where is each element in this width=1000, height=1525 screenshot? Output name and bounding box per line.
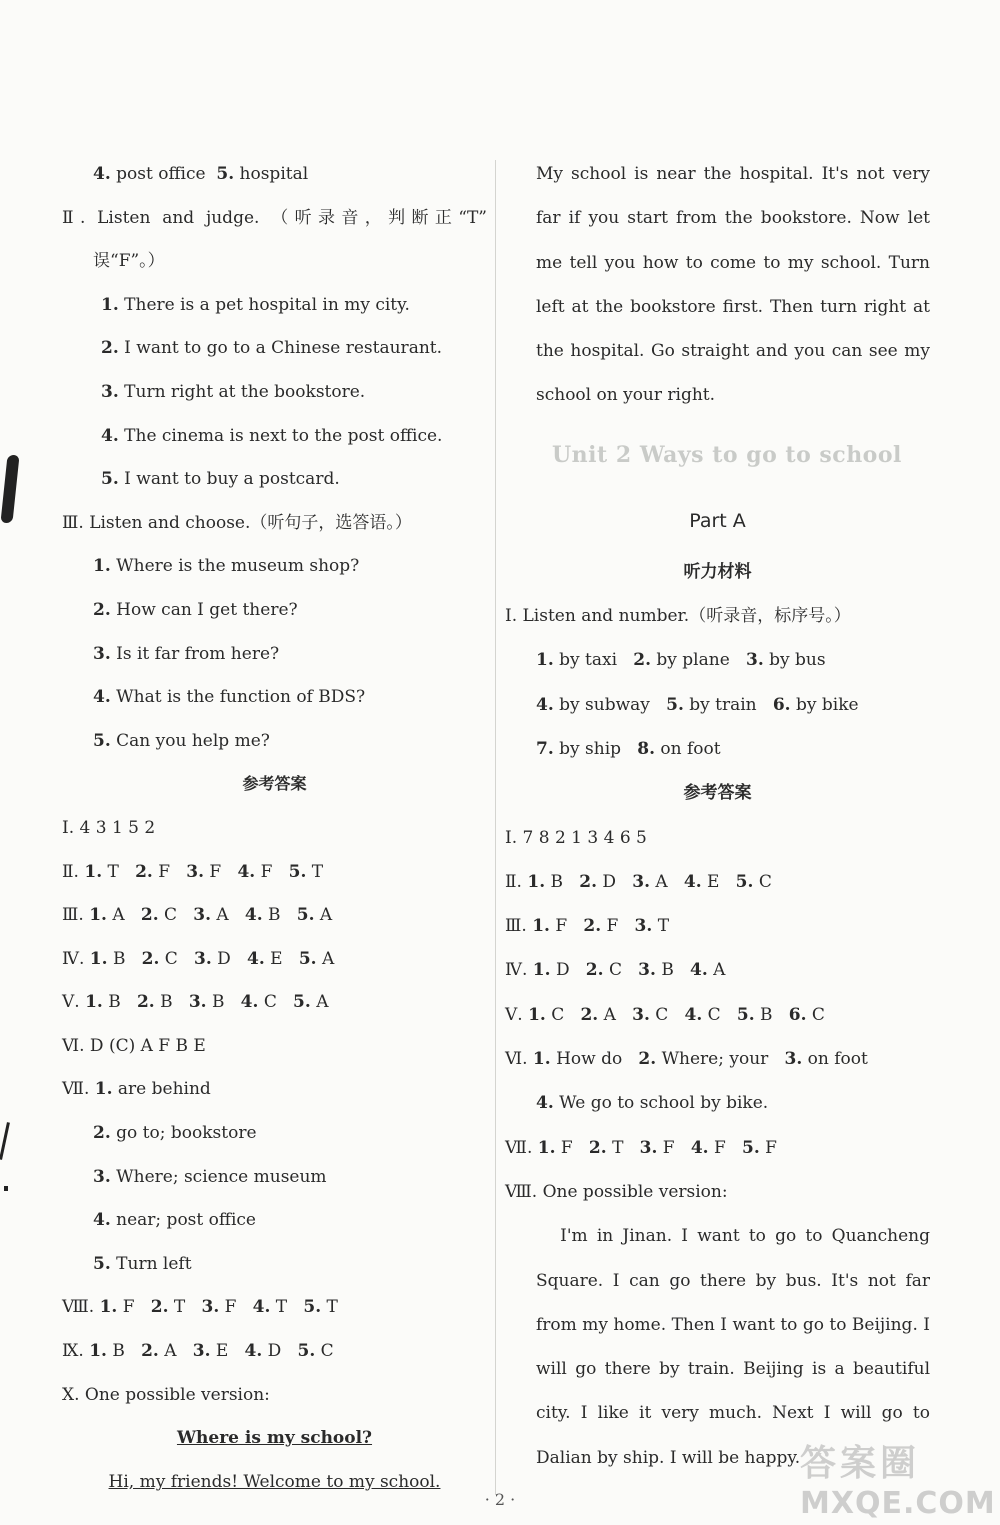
text-line [505,733,930,777]
text-segment: 1. [536,650,554,671]
text-segment: B [107,948,142,969]
text-segment: Ⅹ. One possible version: [62,1384,270,1405]
text-segment: 5. [736,1004,755,1025]
text-segment: are behind [112,1079,211,1100]
text-line [505,291,930,335]
text-segment: What is the function of BDS? [110,687,366,708]
text-segment: 1. [528,1004,546,1025]
text-line [62,550,487,594]
scan-mark [0,455,19,523]
text-segment: 7. [536,738,554,759]
text-line [505,1220,930,1264]
text-line [505,556,930,600]
text-segment: from my home. Then I want to go to Beijing. I [536,1314,930,1335]
text-segment: 4. [252,1297,271,1318]
text-line [505,999,930,1043]
text-line [62,1030,487,1074]
text-segment: 1. [94,1079,113,1100]
text-segment: F [549,916,584,937]
text-segment: 1. [532,1049,551,1070]
text-segment: Ⅲ. Listen and choose.（听句子，选答语。） [62,512,412,533]
text-segment: far if you start from the bookstore. Now let [536,208,930,229]
right-bottom-text [505,556,930,1486]
text-segment: 4. [93,1210,111,1231]
text-segment: My school is near the hospital. It's not very [536,164,930,184]
text-line [62,463,487,507]
text-line [62,638,487,682]
text-segment: T [606,1137,640,1158]
text-segment: F [555,1137,589,1158]
text-line [62,158,487,202]
text-segment: by ship [553,738,638,759]
text-segment: C [702,1004,737,1025]
text-segment: B [262,905,297,926]
text-segment: 参考答案 [683,783,752,804]
text-segment: 2. [136,992,155,1013]
text-segment: Turn left [110,1253,192,1274]
text-line [505,689,930,733]
text-segment: Ⅲ. [62,905,90,926]
text-segment: F [708,1137,742,1158]
text-segment: T [270,1297,304,1318]
text-segment: 5. [93,1253,111,1274]
text-segment: Ⅲ. [505,916,533,937]
part-title: Part A [689,509,746,532]
text-segment: 5. [293,992,311,1013]
text-segment: Ⅱ. [62,861,85,882]
text-line [62,376,487,420]
text-segment: Hi, my friends! Welcome to my school. [108,1471,441,1492]
text-line [62,812,487,856]
text-segment: 4. [683,871,702,892]
text-segment: Ⅳ. [505,960,533,981]
text-line [62,1073,487,1117]
text-segment: 5. [297,1341,316,1362]
text-segment: 4. [536,694,554,715]
text-segment: B [545,871,580,892]
text-line [505,202,930,246]
text-segment: C [649,1004,685,1025]
text-line [505,777,930,821]
text-segment: T [306,861,324,882]
text-line [62,289,487,333]
text-segment: 3. [101,381,119,402]
text-segment: 1. [101,294,119,315]
text-segment: D [596,871,633,892]
text-line [62,332,487,376]
text-line [505,379,930,423]
text-segment: 2. [583,916,602,937]
text-segment: 4. [93,687,111,708]
text-segment: Ⅱ. [505,871,528,892]
watermark-chinese: 答案圈 [800,1443,921,1484]
text-segment: 5. [741,1137,760,1158]
text-segment: T [652,916,670,937]
text-segment: A [158,1341,193,1362]
text-line [62,681,487,725]
text-segment: Dalian by ship. I will be happy. [536,1447,801,1468]
text-segment: Ⅵ. D (C) A F B E [62,1035,206,1056]
text-segment: will go there by train. Beijing is a beautiful [536,1359,930,1380]
right-column [505,158,930,1486]
text-line [505,910,930,954]
text-segment: B [154,992,189,1013]
text-segment: Ⅶ. [505,1137,538,1158]
text-line [62,1161,487,1205]
text-segment: F [255,861,289,882]
text-segment: 误“F”。） [93,251,165,272]
text-line [505,1265,930,1309]
text-segment: Ⅰ. Listen and number.（听录音，标序号。） [505,606,851,627]
text-segment: 2. [141,1341,159,1362]
unit-title: Unit 2 Ways to go to school [552,441,902,468]
text-segment: Ⅳ. [62,948,90,969]
text-segment: 3. [93,1166,111,1187]
text-line [505,600,930,644]
text-segment: A [707,960,726,981]
text-segment: Where is my school? [176,1428,373,1449]
text-segment: E [210,1341,245,1362]
text-line [62,899,487,943]
text-segment: A [106,905,141,926]
text-segment: 3. [634,916,653,937]
text-segment: near; post office [110,1210,256,1231]
text-segment: B [106,1341,142,1362]
text-segment: 1. [532,960,551,981]
page-number: · 2 · [484,1490,516,1509]
text-segment: by taxi [553,650,634,671]
text-segment: C [315,1341,334,1362]
text-segment: T [102,861,136,882]
text-segment: 4. [247,948,265,969]
text-segment: post office [110,164,217,184]
text-segment: A [649,871,684,892]
text-segment: 4. [240,992,259,1013]
text-segment: I want to go to a Chinese restaurant. [118,338,443,359]
text-line [62,1422,487,1466]
text-segment: 1. [527,871,546,892]
text-segment: Square. I can go there by bus. It's not far [536,1270,930,1291]
text-segment: 1. [89,948,108,969]
text-segment: Where; your [656,1049,785,1070]
text-segment: E [701,871,736,892]
text-segment: 2. [580,1004,599,1025]
watermark-url: MXQE.COM [800,1486,996,1521]
text-segment: 3. [192,1341,211,1362]
text-segment: A [316,948,335,969]
text-segment: How can I get there? [110,599,298,620]
text-segment: 3. [194,948,212,969]
text-line [62,943,487,987]
text-segment: 5. [296,905,315,926]
text-segment: 5. [288,861,307,882]
text-segment: 1. [532,916,550,937]
text-segment: 3. [186,861,205,882]
text-line [62,768,487,812]
text-segment: 3. [639,1137,658,1158]
text-line [505,1043,930,1087]
text-line [505,866,930,910]
text-line [505,1087,930,1131]
text-segment: There is a pet hospital in my city. [118,294,410,315]
text-segment: 4. [237,861,256,882]
text-segment: by plane [651,650,746,671]
text-segment: 2. [585,960,604,981]
text-segment: 4. [244,905,263,926]
text-line [62,1248,487,1292]
text-segment: 4. [101,425,119,446]
text-segment: B [754,1004,789,1025]
text-segment: T [168,1297,202,1318]
text-line [505,644,930,688]
text-segment: 1. [93,556,111,577]
text-segment: D [550,960,586,981]
text-segment: 2. [135,861,153,882]
text-line [505,954,930,998]
text-line [62,594,487,638]
text-segment: D [211,948,248,969]
text-line [62,1117,487,1161]
text-segment: Ⅴ. [62,992,86,1013]
text-segment: 8. [637,738,655,759]
text-segment: 4. [690,960,708,981]
text-segment: 4. [244,1341,263,1362]
text-line [62,1204,487,1248]
text-segment: Ⅷ. [62,1297,100,1318]
text-line [62,1379,487,1423]
text-segment: 4. [536,1093,554,1114]
text-segment: B [102,992,137,1013]
text-segment: C [158,905,194,926]
text-segment: me tell you how to come to my school. Turn [536,252,930,273]
text-segment: F [204,861,238,882]
text-line [62,856,487,900]
text-segment: 1. [89,1341,107,1362]
text-segment: 听力材料 [683,561,752,582]
text-segment: Is it far from here? [110,643,280,664]
text-segment: A [310,992,329,1013]
text-segment: F [601,916,635,937]
text-segment: 3. [638,960,656,981]
text-line [62,202,487,246]
text-segment: Ⅷ. One possible version: [505,1181,728,1202]
text-segment: T [321,1297,338,1318]
text-segment: 6. [788,1004,807,1025]
text-segment: Ⅰ. 7 8 2 1 3 4 6 5 [505,827,647,848]
text-segment: I want to buy a postcard. [118,469,340,490]
text-segment: B [655,960,691,981]
text-segment: 参考答案 [242,774,307,794]
text-line [62,245,487,289]
text-segment: F [152,861,187,882]
text-segment: A [598,1004,633,1025]
text-segment: C [753,871,772,892]
text-line [62,1291,487,1335]
text-segment: 4. [93,164,111,184]
text-line [62,507,487,551]
watermark [800,1435,996,1521]
text-segment: C [258,992,294,1013]
text-segment: 2. [93,599,111,620]
text-segment: on foot [802,1049,868,1070]
text-segment: the hospital. Go straight and you can see my [536,341,930,362]
text-segment: Ⅸ. [62,1341,90,1362]
text-segment: F [759,1137,777,1158]
text-segment: Ⅴ. [505,1004,529,1025]
text-segment: F [117,1297,151,1318]
text-segment: 5. [298,948,317,969]
text-segment: Ⅰ. 4 3 1 5 2 [62,817,156,838]
scan-mark [4,1186,8,1191]
text-segment: We go to school by bike. [553,1093,769,1114]
text-segment: D [262,1341,298,1362]
text-line [505,158,930,202]
text-segment: I'm in Jinan. I want to go to Quancheng [505,1226,930,1247]
text-segment: E [264,948,299,969]
text-segment: A [210,905,245,926]
scan-mark [0,1122,10,1160]
text-line [505,1176,930,1220]
text-line [62,1335,487,1379]
text-segment: 4. [684,1004,703,1025]
text-segment: 3. [93,643,111,664]
text-segment: 3. [632,871,650,892]
text-segment: 2. [140,905,159,926]
text-segment: The cinema is next to the post office. [118,425,443,446]
text-segment: Ⅵ. [505,1049,533,1070]
text-segment: by subway [553,694,667,715]
text-segment: 5. [735,871,754,892]
text-segment: by bus [763,650,826,671]
text-segment: 3. [188,992,207,1013]
text-segment: 2. [638,1049,657,1070]
text-segment: 1. [99,1297,118,1318]
text-segment: 2. [141,948,160,969]
text-segment: 2. [633,650,651,671]
text-line [505,822,930,866]
text-segment: Ⅱ. Listen and judge. （听录音，判断正“T” [62,207,487,228]
text-segment: go to; bookstore [110,1123,257,1144]
text-segment: F [657,1137,691,1158]
text-segment: Where is the museum shop? [110,556,360,577]
text-segment: hospital [234,164,309,184]
text-segment: F [219,1297,253,1318]
text-segment: 5. [303,1297,322,1318]
text-segment: 5. [216,164,235,184]
text-segment: C [159,948,195,969]
text-segment: by bike [790,694,859,715]
text-segment: 1. [85,992,103,1013]
left-column [62,158,487,1509]
text-segment: 3. [632,1004,650,1025]
text-line [62,420,487,464]
text-segment: on foot [655,738,721,759]
text-segment: 1. [89,905,107,926]
text-segment: 3. [193,905,211,926]
text-segment: C [806,1004,825,1025]
text-line [505,1132,930,1176]
text-segment: 6. [772,694,791,715]
text-segment: 2. [93,1123,111,1144]
text-segment: 5. [666,694,684,715]
text-segment: left at the bookstore first. Then turn right at [536,296,930,317]
text-segment: How do [550,1049,639,1070]
text-line [505,1353,930,1397]
text-segment: 3. [201,1297,220,1318]
column-divider [495,160,496,1495]
text-segment: 4. [690,1137,709,1158]
text-segment: 5. [93,730,111,751]
text-line [62,725,487,769]
text-segment: city. I like it very much. Next I will go to [536,1403,930,1424]
text-segment: Where; science museum [110,1166,327,1187]
text-line [505,247,930,291]
text-segment: 2. [150,1297,169,1318]
text-segment: by train [683,694,773,715]
text-segment: Can you help me? [110,730,270,751]
text-segment: Turn right at the bookstore. [118,381,366,402]
text-line [505,335,930,379]
text-segment: A [314,905,333,926]
text-segment: Ⅶ. [62,1079,95,1100]
text-segment: 3. [784,1049,803,1070]
text-segment: 2. [588,1137,607,1158]
text-segment: C [603,960,639,981]
text-segment: 1. [537,1137,556,1158]
text-line [62,986,487,1030]
text-segment: 5. [101,469,119,490]
text-segment: 2. [101,338,119,359]
text-segment: 3. [745,650,764,671]
text-segment: 2. [579,871,597,892]
text-segment: B [206,992,241,1013]
right-top-text [505,158,930,424]
text-line [505,1309,930,1353]
text-segment: school on your right. [536,385,716,406]
text-segment: 1. [84,861,103,882]
text-segment: C [545,1004,581,1025]
